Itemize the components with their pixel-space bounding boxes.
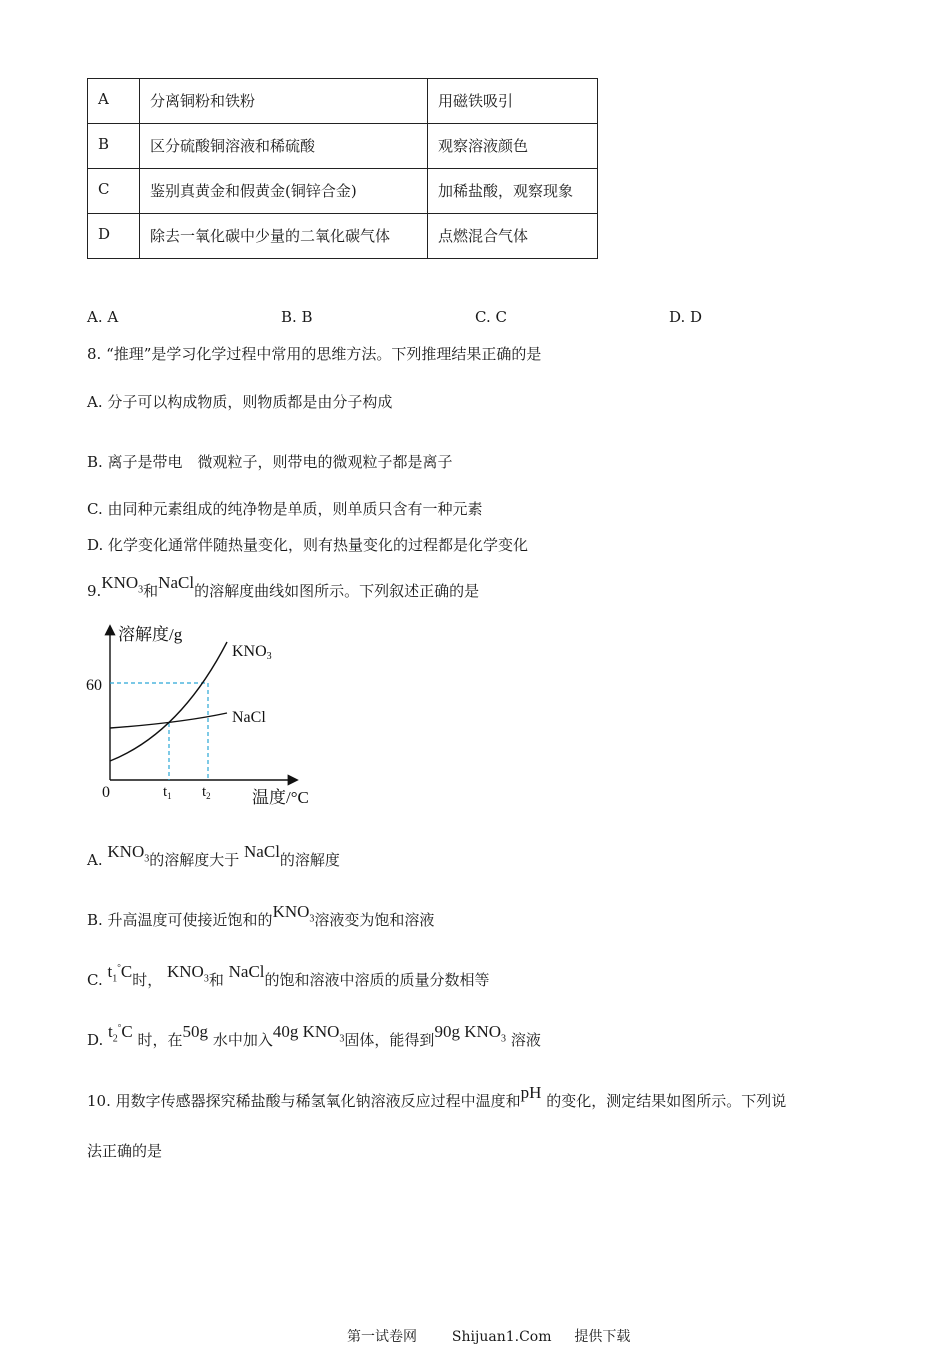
q7-choice-b: B. B bbox=[281, 308, 313, 326]
q9-option-d: D. $t_2^\circ C$ 时，在50g 水中加入40g $KNO_3$固体，能得到90g $KNO_3$ 溶液 bbox=[87, 1022, 541, 1049]
series-label-kno3: KNO3 bbox=[232, 643, 272, 662]
x-tick-t2: $t_2$ bbox=[202, 784, 211, 801]
table-row bbox=[88, 124, 598, 169]
y-tick-60: 60 bbox=[86, 677, 102, 694]
q10-stem-line1: 10. 用数字传感器探究稀盐酸与稀氢氧化钠溶液反应过程中温度和pH 的变化，测定结果如图所示。下列说 bbox=[87, 1083, 787, 1110]
table-cell-method: 点燃混合气体 bbox=[428, 214, 598, 259]
x-tick-t1: $t_1$ bbox=[163, 784, 172, 801]
table-cell-purpose: 分离铜粉和铁粉 bbox=[140, 79, 428, 124]
q8-option-d: D. 化学变化通常伴随热量变化，则有热量变化的过程都是化学变化 bbox=[87, 536, 529, 554]
q8-option-a: A. 分子可以构成物质，则物质都是由分子构成 bbox=[87, 393, 393, 411]
table-cell-method: 用磁铁吸引 bbox=[428, 79, 598, 124]
table-cell-purpose: 区分硫酸铜溶液和稀硫酸 bbox=[140, 124, 428, 169]
table-cell-method: 加稀盐酸，观察现象 bbox=[428, 169, 598, 214]
footer bbox=[347, 1326, 630, 1346]
table-cell-label: B bbox=[88, 124, 140, 169]
table-cell-label: D bbox=[88, 214, 140, 259]
table-cell-purpose: 鉴别真黄金和假黄金(铜锌合金) bbox=[140, 169, 428, 214]
q7-choice-a: A. A bbox=[87, 308, 119, 326]
q7-choice-d: D. D bbox=[669, 308, 703, 326]
q10-stem-line2: 法正确的是 bbox=[87, 1142, 163, 1160]
table-cell-label: C bbox=[88, 169, 140, 214]
footer-action: 提供下载 bbox=[574, 1329, 631, 1345]
table-cell-method: 观察溶液颜色 bbox=[428, 124, 598, 169]
footer-site: 第一试卷网 bbox=[347, 1329, 417, 1345]
q8-option-c: C. 由同种元素组成的纯净物是单质，则单质只含有一种元素 bbox=[87, 500, 483, 518]
x-axis-label: 温度/°C bbox=[252, 788, 309, 807]
q9-option-a: A. $KNO_3$的溶解度大于 NaCl的溶解度 bbox=[87, 842, 340, 869]
q7-choice-c: C. C bbox=[475, 308, 507, 326]
table-row bbox=[88, 79, 598, 124]
q9-option-c: C. $t_1^\circ C$时， $KNO_3$和 NaCl的饱和溶液中溶质的质量分数相等 bbox=[87, 962, 490, 989]
q9-stem: $9.KNO_3$和NaCl的溶解度曲线如图所示。下列叙述正确的是 bbox=[87, 573, 480, 600]
footer-domain[interactable]: Shijuan1.Com bbox=[451, 1329, 552, 1345]
table-cell-label: A bbox=[88, 79, 140, 124]
options-table bbox=[87, 78, 598, 259]
table-row bbox=[88, 214, 598, 259]
y-axis-label: 溶解度/g bbox=[118, 625, 183, 644]
table-row bbox=[88, 169, 598, 214]
series-label-nacl: NaCl bbox=[232, 709, 266, 726]
solubility-chart bbox=[80, 615, 330, 815]
table-cell-purpose: 除去一氧化碳中少量的二氧化碳气体 bbox=[140, 214, 428, 259]
q8-option-b: B. 离子是带电 微观粒子，则带电的微观粒子都是离子 bbox=[87, 453, 453, 471]
series-kno3-curve bbox=[110, 642, 227, 761]
q8-stem: 8. “推理”是学习化学过程中常用的思维方法。下列推理结果正确的是 bbox=[87, 345, 542, 363]
q9-option-b: B. 升高温度可使接近饱和的$KNO_3$溶液变为饱和溶液 bbox=[87, 902, 435, 929]
origin-label: 0 bbox=[102, 784, 110, 801]
